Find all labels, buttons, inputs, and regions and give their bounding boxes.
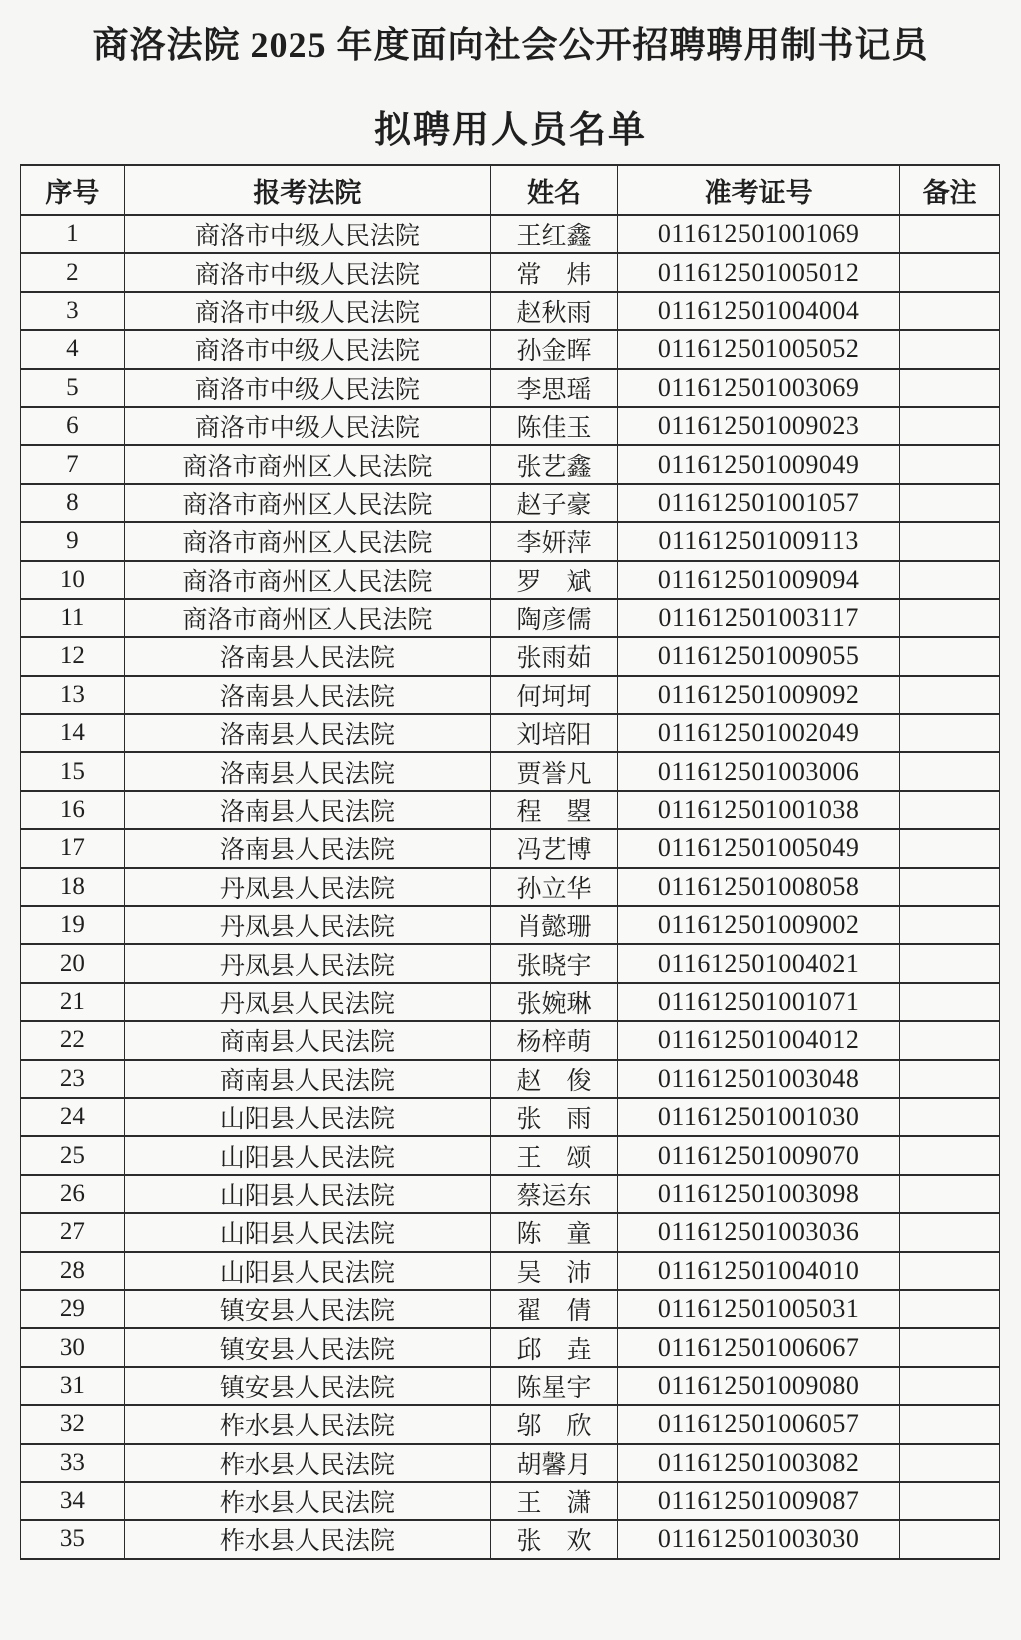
- cell-court: 商洛市商州区人民法院: [124, 599, 490, 637]
- cell-seq: 9: [21, 522, 125, 560]
- cell-court: 山阳县人民法院: [124, 1136, 490, 1174]
- cell-seq: 4: [21, 330, 125, 368]
- cell-seq: 11: [21, 599, 125, 637]
- cell-court: 镇安县人民法院: [124, 1290, 490, 1328]
- cell-ticket: 011612501003036: [618, 1213, 900, 1251]
- cell-ticket: 011612501004012: [618, 1021, 900, 1059]
- cell-name: 胡馨月: [490, 1444, 617, 1482]
- cell-seq: 32: [21, 1405, 125, 1443]
- cell-court: 商洛市商州区人民法院: [124, 445, 490, 483]
- table-row: [21, 1405, 1000, 1443]
- cell-court: 柞水县人民法院: [124, 1482, 490, 1520]
- cell-court: 商洛市中级人民法院: [124, 292, 490, 330]
- cell-name: 张 雨: [490, 1098, 617, 1136]
- cell-court: 商洛市中级人民法院: [124, 253, 490, 291]
- cell-seq: 25: [21, 1136, 125, 1174]
- cell-note: [900, 330, 1000, 368]
- cell-seq: 7: [21, 445, 125, 483]
- cell-name: 张雨茹: [490, 637, 617, 675]
- cell-note: [900, 1175, 1000, 1213]
- cell-ticket: 011612501004010: [618, 1252, 900, 1290]
- cell-note: [900, 906, 1000, 944]
- cell-seq: 35: [21, 1520, 125, 1558]
- cell-ticket: 011612501002049: [618, 714, 900, 752]
- cell-note: [900, 1060, 1000, 1098]
- cell-note: [900, 369, 1000, 407]
- cell-seq: 26: [21, 1175, 125, 1213]
- cell-ticket: 011612501009113: [618, 522, 900, 560]
- table-row: [21, 561, 1000, 599]
- cell-note: [900, 1213, 1000, 1251]
- cell-name: 王红鑫: [490, 215, 617, 253]
- cell-seq: 34: [21, 1482, 125, 1520]
- table-row: [21, 445, 1000, 483]
- cell-ticket: 011612501001038: [618, 791, 900, 829]
- cell-ticket: 011612501001069: [618, 215, 900, 253]
- cell-name: 陶彦儒: [490, 599, 617, 637]
- cell-name: 程 曌: [490, 791, 617, 829]
- cell-name: 李妍萍: [490, 522, 617, 560]
- table-row: [21, 868, 1000, 906]
- cell-name: 王 颂: [490, 1136, 617, 1174]
- cell-name: 孙立华: [490, 868, 617, 906]
- cell-ticket: 011612501004021: [618, 944, 900, 982]
- cell-note: [900, 714, 1000, 752]
- table-row: [21, 637, 1000, 675]
- cell-court: 镇安县人民法院: [124, 1328, 490, 1366]
- cell-court: 镇安县人民法院: [124, 1367, 490, 1405]
- cell-court: 商南县人民法院: [124, 1021, 490, 1059]
- cell-name: 赵秋雨: [490, 292, 617, 330]
- column-header-name: 姓名: [490, 165, 617, 215]
- table-row: [21, 1098, 1000, 1136]
- table-row: [21, 829, 1000, 867]
- table-row: [21, 253, 1000, 291]
- cell-seq: 19: [21, 906, 125, 944]
- cell-seq: 8: [21, 484, 125, 522]
- cell-name: 陈 童: [490, 1213, 617, 1251]
- cell-ticket: 011612501009002: [618, 906, 900, 944]
- cell-court: 丹凤县人民法院: [124, 983, 490, 1021]
- cell-note: [900, 868, 1000, 906]
- cell-note: [900, 1136, 1000, 1174]
- cell-court: 洛南县人民法院: [124, 752, 490, 790]
- cell-ticket: 011612501001071: [618, 983, 900, 1021]
- cell-name: 赵子豪: [490, 484, 617, 522]
- cell-court: 洛南县人民法院: [124, 714, 490, 752]
- cell-ticket: 011612501003006: [618, 752, 900, 790]
- table-row: [21, 1021, 1000, 1059]
- cell-ticket: 011612501009092: [618, 676, 900, 714]
- cell-ticket: 011612501003117: [618, 599, 900, 637]
- cell-ticket: 011612501009070: [618, 1136, 900, 1174]
- table-row: [21, 1136, 1000, 1174]
- cell-name: 孙金晖: [490, 330, 617, 368]
- cell-note: [900, 407, 1000, 445]
- cell-seq: 15: [21, 752, 125, 790]
- document-subtitle: 拟聘用人员名单: [374, 110, 647, 152]
- cell-note: [900, 253, 1000, 291]
- cell-name: 蔡运东: [490, 1175, 617, 1213]
- table-row: [21, 484, 1000, 522]
- cell-note: [900, 292, 1000, 330]
- cell-seq: 10: [21, 561, 125, 599]
- table-row: [21, 1328, 1000, 1366]
- cell-ticket: 011612501009049: [618, 445, 900, 483]
- cell-court: 山阳县人民法院: [124, 1175, 490, 1213]
- cell-court: 丹凤县人民法院: [124, 944, 490, 982]
- cell-ticket: 011612501003069: [618, 369, 900, 407]
- cell-name: 邬 欣: [490, 1405, 617, 1443]
- cell-ticket: 011612501009094: [618, 561, 900, 599]
- cell-seq: 18: [21, 868, 125, 906]
- cell-seq: 21: [21, 983, 125, 1021]
- table-row: [21, 369, 1000, 407]
- cell-court: 丹凤县人民法院: [124, 868, 490, 906]
- cell-name: 吴 沛: [490, 1252, 617, 1290]
- cell-seq: 22: [21, 1021, 125, 1059]
- cell-ticket: 011612501006057: [618, 1405, 900, 1443]
- table-row: [21, 599, 1000, 637]
- cell-seq: 13: [21, 676, 125, 714]
- cell-court: 商洛市中级人民法院: [124, 330, 490, 368]
- table-row: [21, 944, 1000, 982]
- table-row: [21, 714, 1000, 752]
- cell-ticket: 011612501006067: [618, 1328, 900, 1366]
- cell-seq: 28: [21, 1252, 125, 1290]
- cell-court: 商洛市商州区人民法院: [124, 484, 490, 522]
- cell-seq: 33: [21, 1444, 125, 1482]
- cell-note: [900, 791, 1000, 829]
- cell-seq: 14: [21, 714, 125, 752]
- cell-seq: 16: [21, 791, 125, 829]
- cell-seq: 17: [21, 829, 125, 867]
- cell-court: 商洛市商州区人民法院: [124, 561, 490, 599]
- cell-note: [900, 1367, 1000, 1405]
- cell-note: [900, 1482, 1000, 1520]
- cell-court: 柞水县人民法院: [124, 1444, 490, 1482]
- cell-seq: 23: [21, 1060, 125, 1098]
- cell-name: 刘培阳: [490, 714, 617, 752]
- cell-name: 常 炜: [490, 253, 617, 291]
- table-row: [21, 1290, 1000, 1328]
- table-row: [21, 791, 1000, 829]
- cell-ticket: 011612501001057: [618, 484, 900, 522]
- cell-court: 丹凤县人民法院: [124, 906, 490, 944]
- cell-note: [900, 1328, 1000, 1366]
- table-row: [21, 752, 1000, 790]
- cell-ticket: 011612501003030: [618, 1520, 900, 1558]
- cell-court: 洛南县人民法院: [124, 791, 490, 829]
- cell-ticket: 011612501009087: [618, 1482, 900, 1520]
- cell-note: [900, 1098, 1000, 1136]
- cell-name: 张婉琳: [490, 983, 617, 1021]
- cell-court: 柞水县人民法院: [124, 1520, 490, 1558]
- cell-ticket: 011612501001030: [618, 1098, 900, 1136]
- cell-court: 洛南县人民法院: [124, 637, 490, 675]
- cell-court: 洛南县人民法院: [124, 676, 490, 714]
- cell-seq: 2: [21, 253, 125, 291]
- column-header-seq: 序号: [21, 165, 125, 215]
- table-row: [21, 1213, 1000, 1251]
- table-row: [21, 407, 1000, 445]
- cell-name: 陈星宇: [490, 1367, 617, 1405]
- table-row: [21, 522, 1000, 560]
- cell-ticket: 011612501008058: [618, 868, 900, 906]
- cell-court: 商洛市中级人民法院: [124, 369, 490, 407]
- table-row: [21, 1252, 1000, 1290]
- cell-seq: 3: [21, 292, 125, 330]
- cell-note: [900, 1444, 1000, 1482]
- cell-name: 张艺鑫: [490, 445, 617, 483]
- column-header-court: 报考法院: [124, 165, 490, 215]
- cell-court: 山阳县人民法院: [124, 1252, 490, 1290]
- cell-note: [900, 676, 1000, 714]
- table-row: [21, 1367, 1000, 1405]
- header-row: [21, 165, 1000, 215]
- cell-ticket: 011612501005049: [618, 829, 900, 867]
- cell-name: 贾誉凡: [490, 752, 617, 790]
- cell-name: 李思瑶: [490, 369, 617, 407]
- cell-note: [900, 637, 1000, 675]
- cell-name: 张晓宇: [490, 944, 617, 982]
- cell-note: [900, 752, 1000, 790]
- cell-name: 翟 倩: [490, 1290, 617, 1328]
- cell-ticket: 011612501009080: [618, 1367, 900, 1405]
- cell-court: 柞水县人民法院: [124, 1405, 490, 1443]
- cell-seq: 27: [21, 1213, 125, 1251]
- column-header-note: 备注: [900, 165, 1000, 215]
- table-row: [21, 215, 1000, 253]
- cell-note: [900, 561, 1000, 599]
- cell-seq: 30: [21, 1328, 125, 1366]
- cell-name: 杨梓萌: [490, 1021, 617, 1059]
- cell-court: 山阳县人民法院: [124, 1213, 490, 1251]
- cell-seq: 6: [21, 407, 125, 445]
- cell-name: 邱 垚: [490, 1328, 617, 1366]
- cell-name: 肖懿珊: [490, 906, 617, 944]
- cell-seq: 31: [21, 1367, 125, 1405]
- cell-court: 商洛市中级人民法院: [124, 407, 490, 445]
- cell-note: [900, 484, 1000, 522]
- cell-seq: 20: [21, 944, 125, 982]
- cell-court: 山阳县人民法院: [124, 1098, 490, 1136]
- cell-seq: 1: [21, 215, 125, 253]
- cell-note: [900, 1021, 1000, 1059]
- cell-note: [900, 829, 1000, 867]
- cell-name: 陈佳玉: [490, 407, 617, 445]
- cell-note: [900, 1520, 1000, 1558]
- cell-court: 商洛市中级人民法院: [124, 215, 490, 253]
- table-row: [21, 1520, 1000, 1558]
- hire-roster-table: [20, 164, 1000, 1560]
- cell-name: 罗 斌: [490, 561, 617, 599]
- cell-ticket: 011612501003048: [618, 1060, 900, 1098]
- cell-note: [900, 1252, 1000, 1290]
- table-row: [21, 1175, 1000, 1213]
- cell-seq: 12: [21, 637, 125, 675]
- cell-name: 何坷坷: [490, 676, 617, 714]
- cell-note: [900, 983, 1000, 1021]
- cell-name: 王 潇: [490, 1482, 617, 1520]
- document-title: 商洛法院 2025 年度面向社会公开招聘聘用制书记员: [92, 25, 929, 65]
- cell-ticket: 011612501004004: [618, 292, 900, 330]
- cell-court: 商南县人民法院: [124, 1060, 490, 1098]
- table-row: [21, 906, 1000, 944]
- cell-note: [900, 445, 1000, 483]
- cell-ticket: 011612501003082: [618, 1444, 900, 1482]
- cell-court: 洛南县人民法院: [124, 829, 490, 867]
- table-row: [21, 1060, 1000, 1098]
- cell-name: 张 欢: [490, 1520, 617, 1558]
- table-row: [21, 1482, 1000, 1520]
- cell-ticket: 011612501009023: [618, 407, 900, 445]
- cell-ticket: 011612501005052: [618, 330, 900, 368]
- cell-note: [900, 599, 1000, 637]
- table-body: [21, 215, 1000, 1559]
- cell-note: [900, 522, 1000, 560]
- cell-note: [900, 1405, 1000, 1443]
- cell-name: 冯艺博: [490, 829, 617, 867]
- cell-seq: 29: [21, 1290, 125, 1328]
- cell-note: [900, 215, 1000, 253]
- cell-ticket: 011612501005031: [618, 1290, 900, 1328]
- cell-seq: 5: [21, 369, 125, 407]
- cell-note: [900, 1290, 1000, 1328]
- cell-ticket: 011612501005012: [618, 253, 900, 291]
- table-row: [21, 983, 1000, 1021]
- cell-court: 商洛市商州区人民法院: [124, 522, 490, 560]
- table-row: [21, 330, 1000, 368]
- table-row: [21, 676, 1000, 714]
- cell-ticket: 011612501003098: [618, 1175, 900, 1213]
- cell-ticket: 011612501009055: [618, 637, 900, 675]
- table-row: [21, 292, 1000, 330]
- table-row: [21, 1444, 1000, 1482]
- column-header-ticket: 准考证号: [618, 165, 900, 215]
- cell-note: [900, 944, 1000, 982]
- cell-seq: 24: [21, 1098, 125, 1136]
- cell-name: 赵 俊: [490, 1060, 617, 1098]
